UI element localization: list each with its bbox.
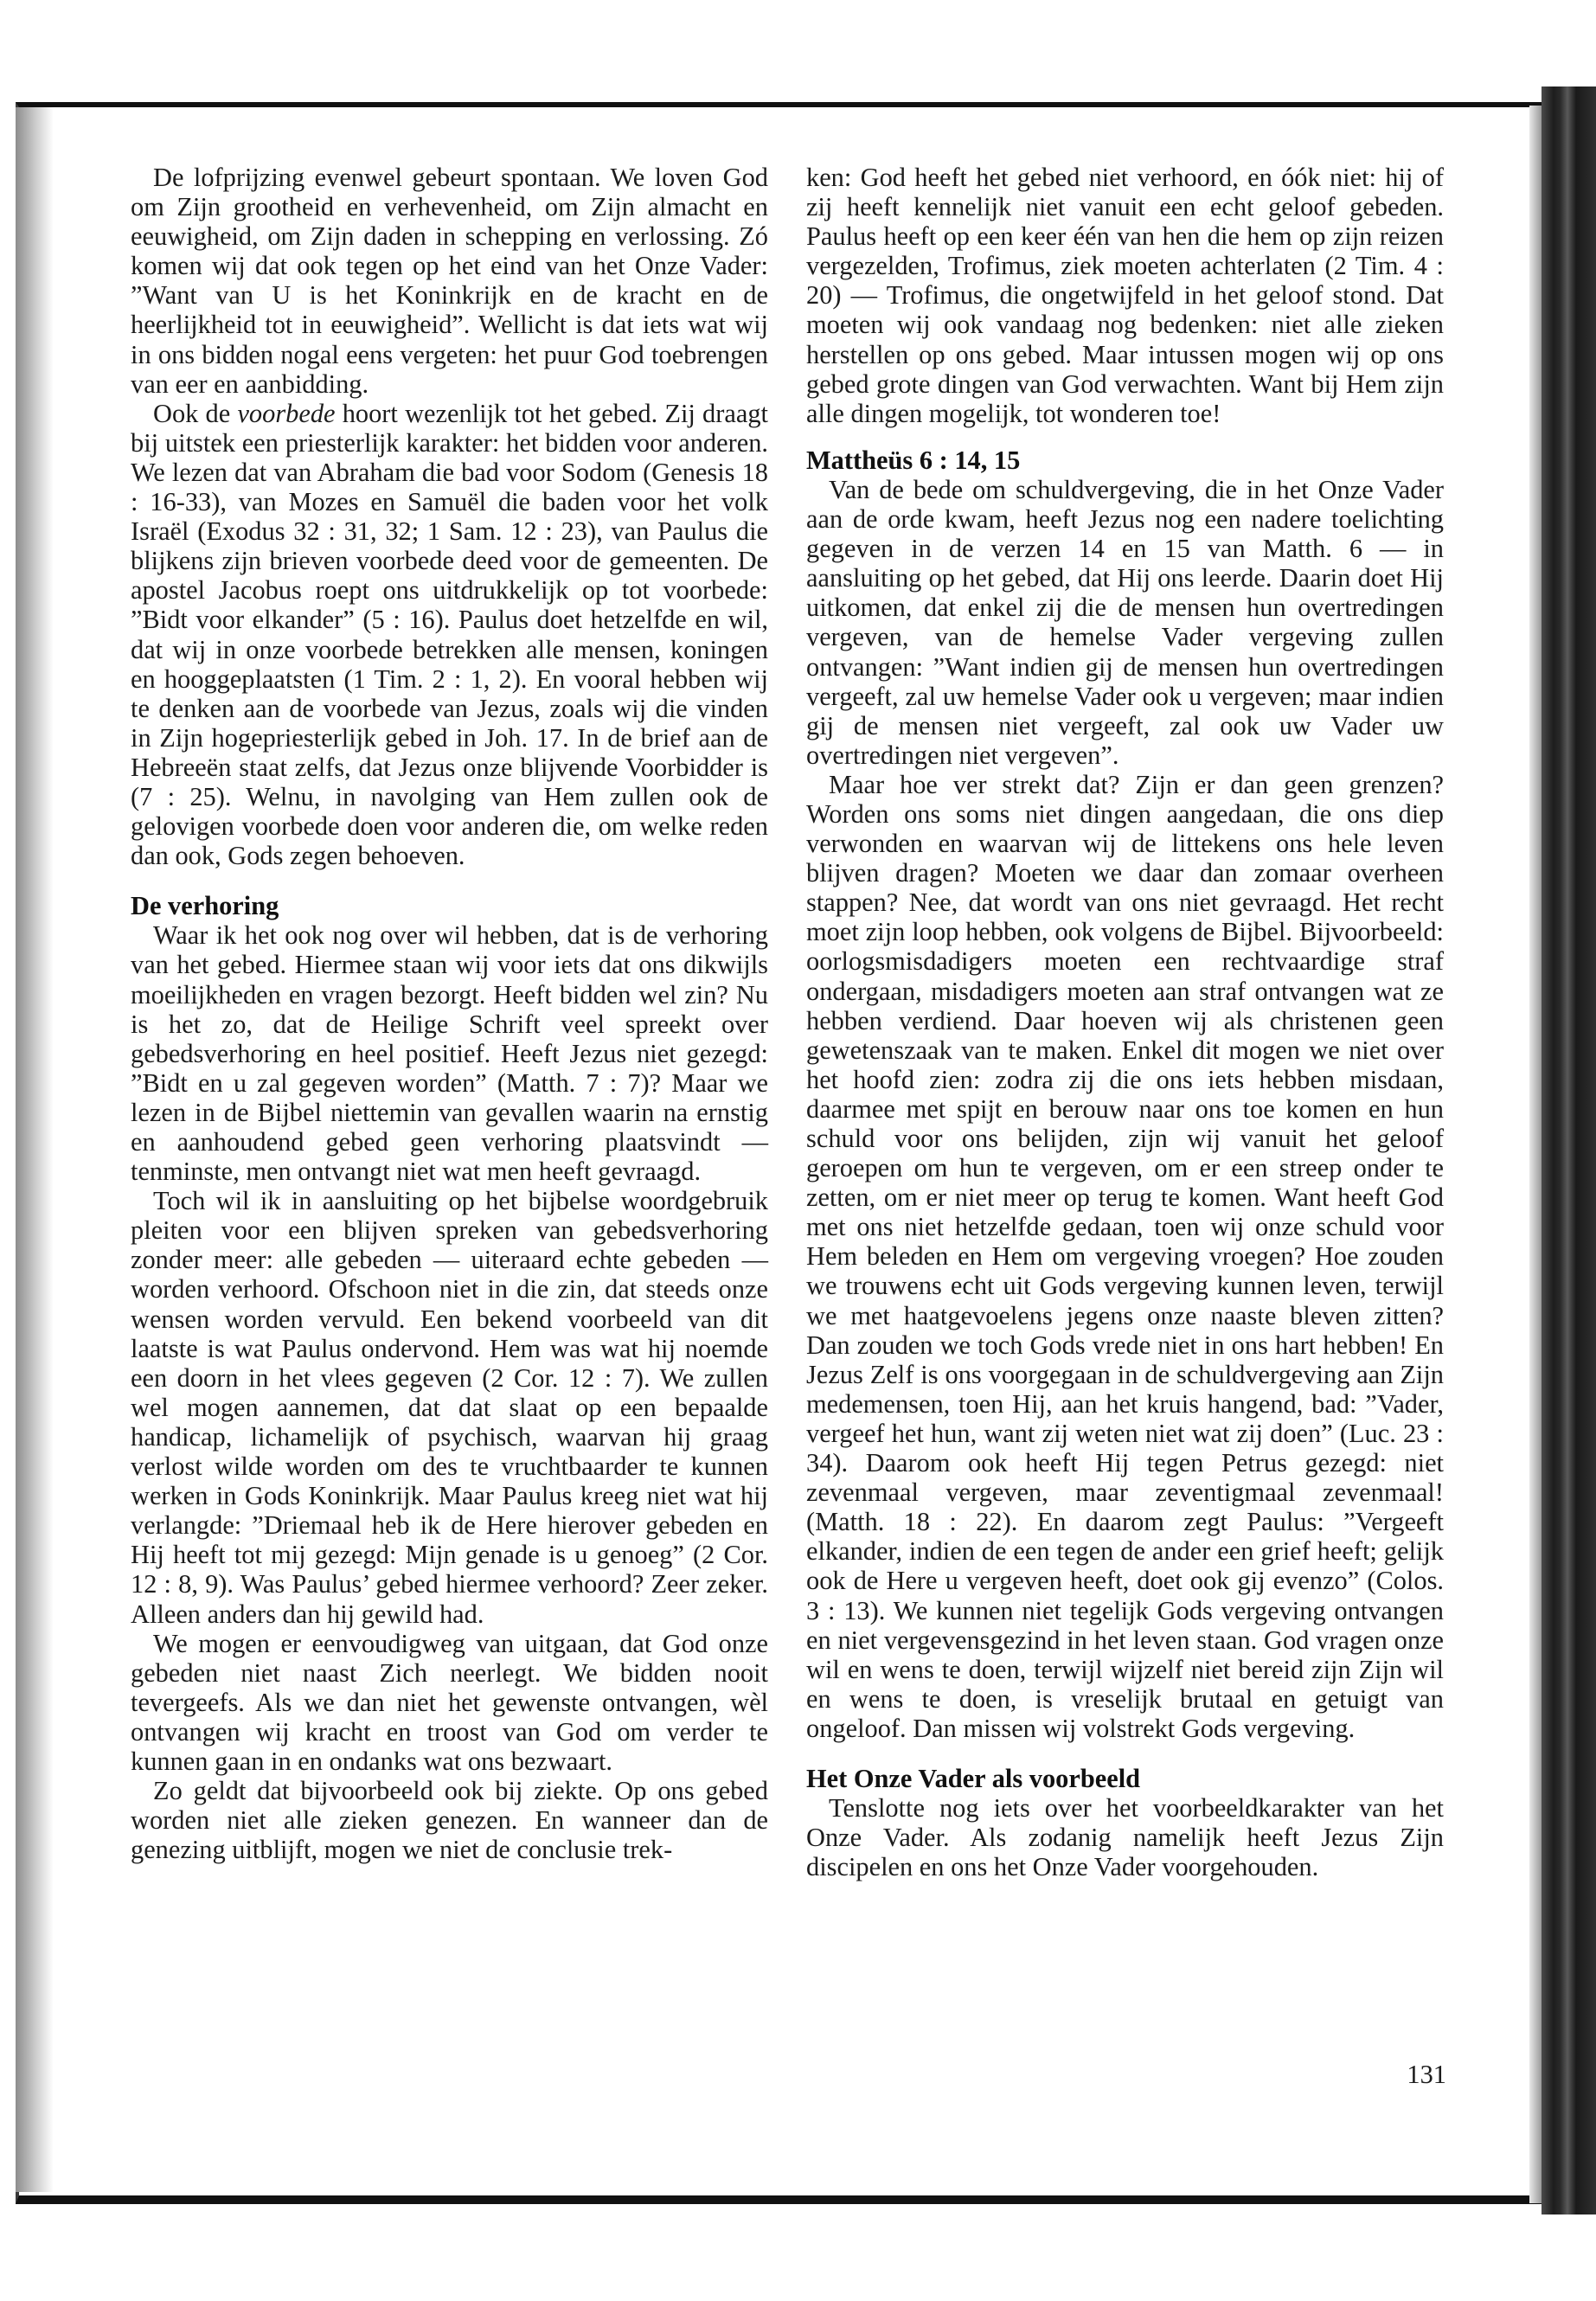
paragraph: We mogen er eenvoudigweg van uitgaan, dat God onze gebeden niet naast Zich neerlegt. We bidden nooit tevergeefs. Als we dan niet het gewenste ontvangen, wèl ontvangen wij kracht en troost van God om verder te kunnen gaan in en ondanks wat ons bezwaart. [131, 1628, 768, 1776]
paragraph: Toch wil ik in aansluiting op het bijbelse woordgebruik pleiten voor een blijven spreken van gebedsverhoring zonder meer: alle gebeden — uiteraard echte gebeden — worden verhoord. Ofschoon niet in die zin, dat steeds onze wensen worden vervuld. Een bekend voorbeeld van dit laatste is wat Paulus ondervond. Hem was wat hij noemde een doorn in het vlees gegeven (2 Cor. 12 : 7). We zullen wel mogen aannemen, dat dat slaat op een bepaalde handicap, lichamelijk of psychisch, waarvan hij graag verlost wilde worden om des te vruchtbaarder te kunnen werken in Gods Koninkrijk. Maar Paulus kreeg niet wat hij verlangde: ”Driemaal heb ik de Here hierover gebeden en Hij heeft tot mij gezegd: Mijn genade is u genoeg” (2 Cor. 12 : 8, 9). Was Paulus’ gebed hiermee verhoord? Zeer zeker. Alleen anders dan hij gewild had. [131, 1186, 768, 1629]
page-edge [1529, 106, 1542, 2203]
right-column [806, 163, 1444, 1881]
section-heading-onze-vader: Het Onze Vader als voorbeeld [806, 1763, 1141, 1793]
paragraph: Zo geldt dat bijvoorbeeld ook bij ziekte. Op ons gebed worden niet alle zieken genezen. En wanneer dan de genezing uitblijft, mogen we niet de conclusie trek- [131, 1776, 768, 1865]
page-gutter-shadow [16, 107, 54, 2192]
paragraph [131, 399, 768, 871]
text-run: Ook de [153, 398, 238, 428]
paragraph: De lofprijzing evenwel gebeurt spontaan. We loven God om Zijn grootheid en verhevenheid, om Zijn almacht en eeuwigheid, om Zijn daden in schepping en verlossing. Zó komen wij dat ook tegen op het eind van het Onze Vader: ”Want van U is het Koninkrijk en de kracht en de heerlijkheid tot in eeuwigheid”. Wellicht is dat iets wat wij in ons bidden nogal eens vergeten: het puur God toebrengen van eer en aanbidding. [131, 163, 768, 399]
paragraph: Tenslotte nog iets over het voorbeeldkarakter van het Onze Vader. Als zodanig namelijk heeft Jezus Zijn discipelen en ons het Onze Vader voorgehouden. [806, 1793, 1444, 1882]
paragraph: Waar ik het ook nog over wil hebben, dat is de verhoring van het gebed. Hiermee staan wij voor iets dat ons dikwijls moeilijkheden en vragen bezorgt. Heeft bidden wel zin? Nu is het zo, dat de Heilige Schrift veel spreekt over gebedsverhoring en heel positief. Heeft Jezus niet gezegd: ”Bidt en u zal gegeven worden” (Matth. 7 : 7)? Maar we lezen in de Bijbel niettemin van gevallen waarin na ernstig en aanhoudend gebed geen verhoring plaatsvindt — tenminste, men ontvangt niet wat men heeft gevraagd. [131, 920, 768, 1187]
left-column [131, 163, 768, 1864]
page-number: 131 [1407, 2060, 1446, 2089]
emphasis-voorbede: voorbede [237, 398, 336, 428]
paragraph: ken: God heeft het gebed niet verhoord, en óók niet: hij of zij heeft kennelijk niet vanuit een echt geloof gebeden. Paulus heeft op een keer één van hen die hem op zijn reizen vergezelden, Trofimus, ziek moeten achterlaten (2 Tim. 4 : 20) — Trofimus, die ongetwijfeld in het geloof stond. Dat moeten wij ook vandaag nog bedenken: niet alle zieken herstellen op ons gebed. Maar intussen mogen wij op ons gebed grote dingen van God verwachten. Want bij Hem zijn alle dingen mogelijk, tot wonderen toe! [806, 163, 1444, 428]
paragraph: Van de bede om schuldvergeving, die in het Onze Vader aan de orde kwam, heeft Jezus nog een nadere toelichting gegeven in de verzen 14 en 15 van Matth. 6 — in aansluiting op het gebed, dat Hij ons leerde. Daarin doet Hij uitkomen, dat enkel zij die de mensen hun overtredingen vergeven, van de hemelse Vader vergeving zullen ontvangen: ”Want indien gij de mensen hun overtredingen vergeeft, zal uw hemelse Vader ook u vergeven; maar indien gij de mensen niet vergeeft, zal ook uw Vader uw overtredingen niet vergeven”. [806, 474, 1444, 770]
paragraph: Maar hoe ver strekt dat? Zijn er dan geen grenzen? Worden ons soms niet dingen aangedaan, die ons diep verwonden en waarvan wij de littekens ons hele leven blijven dragen? Moeten we daar dan zomaar overheen stappen? Nee, dat wordt van ons niet gevraagd. Het recht moet zijn loop hebben, ook volgens de Bijbel. Bijvoorbeeld: oorlogsmisdadigers moeten een rechtvaardige straf ondergaan, misdadigers moeten aan straf ontvangen wat ze hebben verdiend. Daar hoeven wij als christenen geen gewetenszaak van te maken. Enkel dit mogen we niet over het hoofd zien: zodra zij die ons iets hebben misdaan, daarmee met spijt en berouw naar ons toe komen en hun schuld voor ons belijden, zijn wij vanuit het geloof geroepen om hun te vergeven, om er een streep onder te zetten, om er niet meer op terug te komen. Want heeft God met ons niet hetzelfde gedaan, toen wij onze schuld voor Hem beleden en Hem om vergeving vroegen? Hoe zouden we trouwens echt uit Gods vergeving kunnen leven, terwijl we met haatgevoelens jegens onze naaste bleven zitten? Dan zouden we toch Gods vrede niet in ons hart hebben! En Jezus Zelf is ons voorgegaan in de schuldvergeving aan Zijn medemensen, toen Hij, aan het kruis hangend, bad: ”Vader, vergeef het hun, want zij weten niet wat zij doen” (Luc. 23 : 34). Daarom ook heeft Hij tegen Petrus gezegd: niet zevenmaal vergeven, maar zeventigmaal zevenmaal! (Matth. 18 : 22). En daarom zegt Paulus: ”Vergeeft elkander, indien de een tegen de ander een grief heeft; gelijk ook de Here u vergeven heeft, doet ook gij evenzo” (Colos. 3 : 13). We kunnen niet tegelijk Gods vergeving ontvangen en niet vergevensgezind in het leven staan. God vragen onze wil en wens te doen, terwijl wijzelf niet bereid zijn Zijn wil en wens te doen, is vreselijk brutaal en getuigt van ongeloof. Dan missen wij volstrekt Gods vergeving. [806, 769, 1444, 1743]
section-heading-mattheus: Mattheüs 6 : 14, 15 [806, 445, 1021, 475]
book-spine [1542, 87, 1596, 2214]
text-run: hoort wezenlijk tot het gebed. Zij draagt bij uitstek een priesterlijk karakter: het bidden voor anderen. We lezen dat van Abraham die bad voor Sodom (Genesis 18 : 16-33), van Mozes en Samuël die baden voor het volk Israël (Exodus 32 : 31, 32; 1 Sam. 12 : 23), van Paulus die blijkens zijn brieven voorbede deed voor de gemeenten. De apostel Jacobus roept ons uitdrukkelijk op tot voorbede: ”Bidt voor elkander” (5 : 16). Paulus doet hetzelfde en wil, dat wij in onze voorbede betrekken alle mensen, koningen en hooggeplaatsten (1 Tim. 2 : 1, 2). En vooral hebben wij te denken aan de voorbede van Jezus, zoals wij die vinden in Zijn hogepriesterlijk gebed in Joh. 17. In de brief aan de Hebreeën staat zelfs, dat Jezus onze blijvende Voorbidder is (7 : 25). Welnu, in navolging van Hem zullen ook de gelovigen voorbede doen voor anderen die, om welke reden dan ook, Gods zegen behoeven. [131, 398, 768, 871]
section-heading-verhoring: De verhoring [131, 891, 279, 921]
